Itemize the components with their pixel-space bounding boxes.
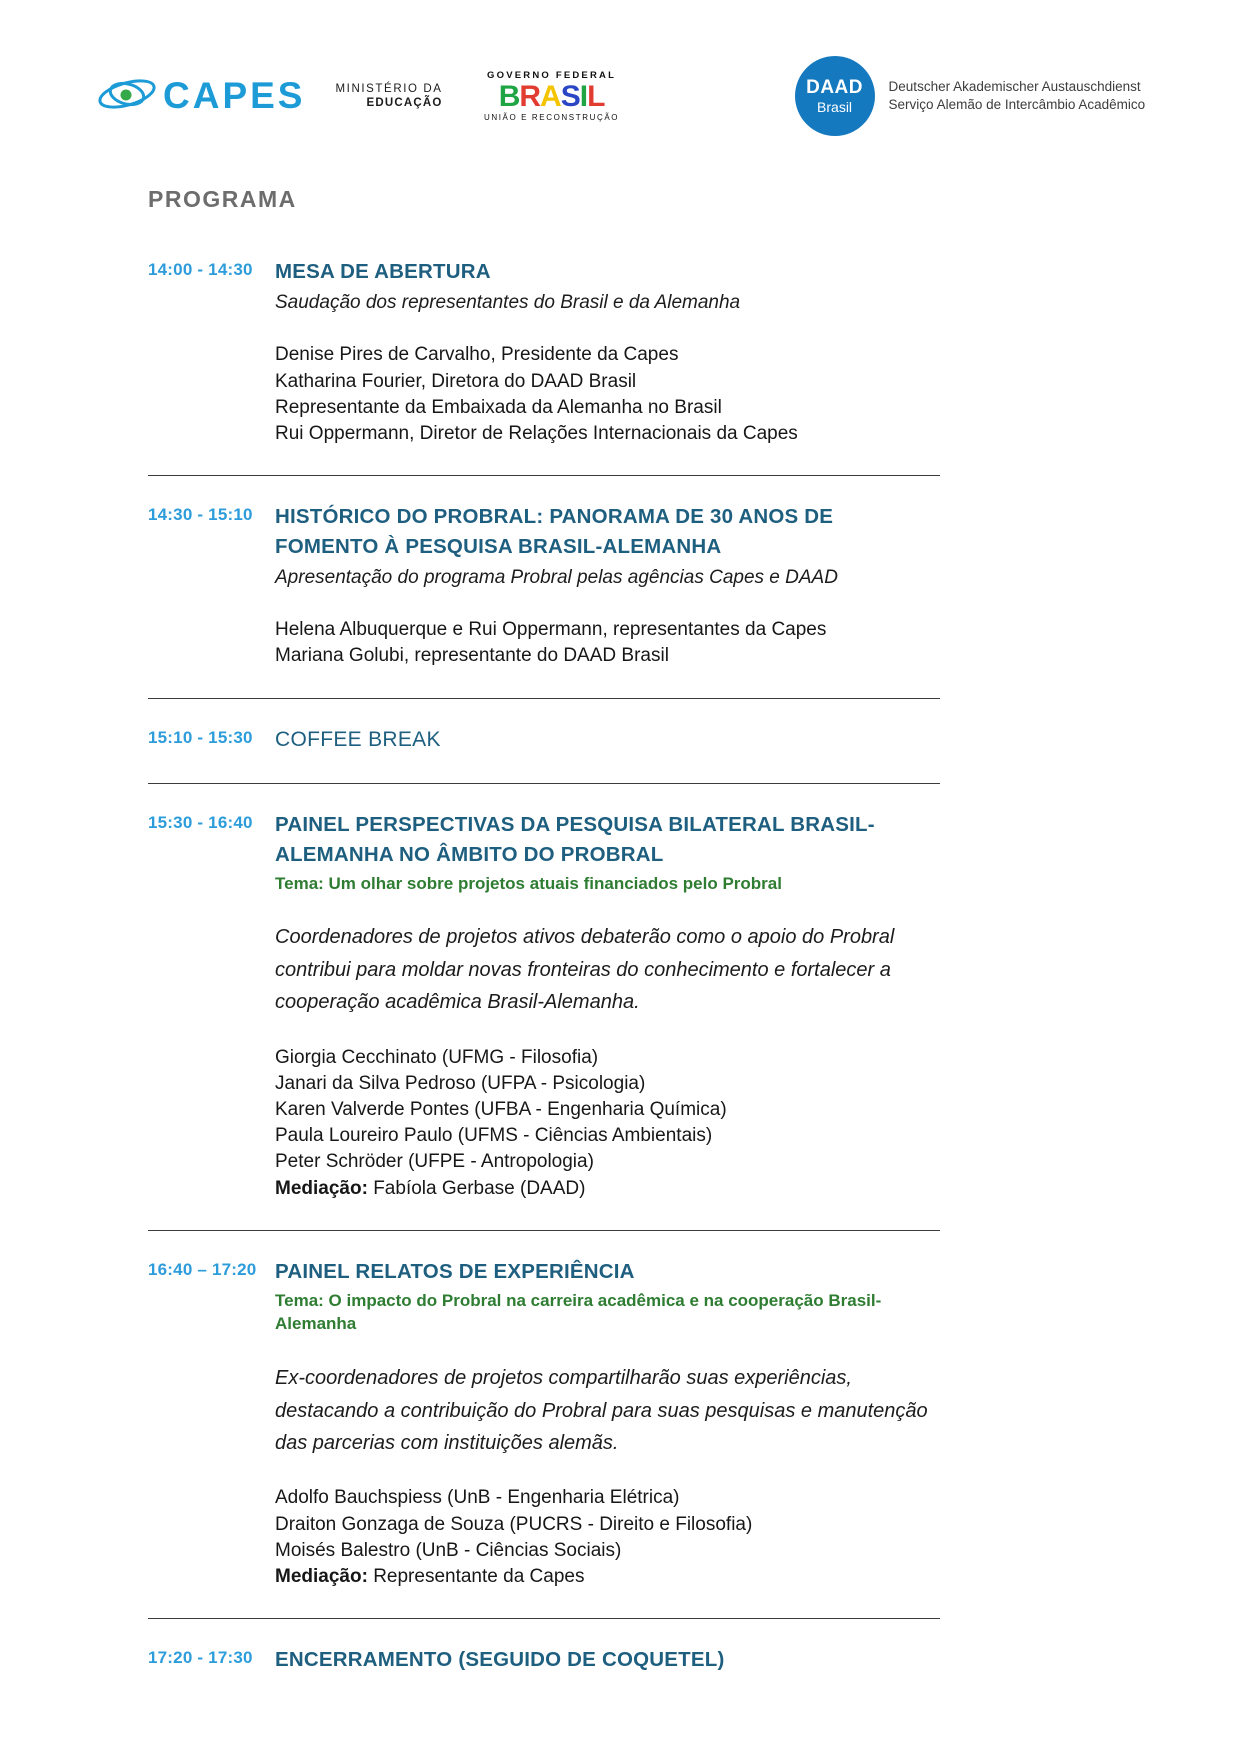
uniao-reconstrucao-label: UNIÃO E RECONSTRUÇÃO: [483, 113, 620, 122]
session-description: Ex-coordenadores de projetos compartilharão suas experiências, destacando a contribuição do Probral para suas pesquisas e manutenção das parcerias com instituições alemãs.: [275, 1367, 928, 1454]
participant: Adolfo Bauchspiess (UnB - Engenharia Elétrica): [275, 1487, 680, 1509]
governo-federal-label: GOVERNO FEDERAL: [487, 70, 617, 81]
session-encerramento: [148, 1619, 940, 1703]
session-list: [148, 231, 940, 1703]
participant: Giorgia Cecchinato (UFMG - Filosofia): [275, 1046, 599, 1068]
participant: Rui Oppermann, Diretor de Relações Internacionais da Capes: [275, 422, 798, 444]
session-coffee-break: [148, 699, 940, 783]
header-logo-row: [95, 0, 1241, 140]
mediation-value: Fabíola Gerbase (DAAD): [373, 1177, 586, 1199]
session-time: 14:00 - 14:30: [148, 260, 253, 279]
daad-circle-line1: DAAD: [806, 77, 863, 99]
session-time: 16:40 – 17:20: [148, 1259, 257, 1279]
session-title: ENCERRAMENTO (SEGUIDO DE COQUETEL): [275, 1648, 725, 1672]
participant: Paula Loureiro Paulo (UFMS - Ciências Ambientais): [275, 1125, 713, 1147]
brasil-letter: I: [579, 80, 588, 113]
mediation-line: [275, 1564, 940, 1590]
session-historico-probral: [148, 476, 940, 697]
brasil-letter: S: [560, 80, 580, 113]
capes-logo: [95, 70, 305, 123]
participant-list: [275, 342, 940, 447]
session-time: 15:30 - 16:40: [148, 813, 253, 833]
session-painel-relatos: [148, 1231, 940, 1618]
ministerio-line2: EDUCAÇÃO: [366, 97, 443, 109]
session-theme: Tema: O impacto do Probral na carreira acadêmica e na cooperação Brasil-Alemanha: [275, 1290, 882, 1334]
mediation-label: Mediação:: [275, 1565, 368, 1587]
participant: Denise Pires de Carvalho, Presidente da Capes: [275, 344, 679, 366]
session-title: PAINEL RELATOS DE EXPERIÊNCIA: [275, 1259, 635, 1283]
session-painel-perspectivas: [148, 784, 940, 1230]
session-time: 17:20 - 17:30: [148, 1648, 253, 1668]
daad-logo: [795, 56, 1146, 136]
session-title: HISTÓRICO DO PROBRAL: PANORAMA DE 30 ANOS DE FOMENTO À PESQUISA BRASIL-ALEMANHA: [275, 505, 834, 558]
mediation-label: Mediação:: [275, 1177, 368, 1199]
session-title: PAINEL PERSPECTIVAS DA PESQUISA BILATERAL BRASIL-ALEMANHA NO ÂMBITO DO PROBRAL: [275, 813, 875, 866]
session-mesa-de-abertura: [148, 231, 940, 475]
participant-list: [275, 1485, 940, 1590]
daad-circle-line2: Brasil: [817, 98, 853, 115]
ministerio-educacao-logo: [335, 82, 442, 111]
capes-orbit-icon: [95, 70, 159, 123]
ministerio-line1: MINISTÉRIO DA: [335, 82, 443, 95]
mediation-value: Representante da Capes: [373, 1565, 585, 1587]
page-title: PROGRAMA: [148, 186, 297, 212]
mediation-line: [275, 1176, 940, 1202]
governo-federal-logo: [477, 70, 627, 122]
participant: Helena Albuquerque e Rui Oppermann, representantes da Capes: [275, 619, 827, 641]
session-title: COFFEE BREAK: [275, 727, 441, 751]
participant: Karen Valverde Pontes (UFBA - Engenharia Química): [275, 1098, 727, 1120]
session-theme: Tema: Um olhar sobre projetos atuais financiados pelo Probral: [275, 873, 782, 893]
session-subtitle: Apresentação do programa Probral pelas agências Capes e DAAD: [275, 566, 838, 588]
brasil-letter: R: [519, 80, 541, 113]
participant: Draiton Gonzaga de Souza (PUCRS - Direito e Filosofia): [275, 1513, 753, 1535]
brasil-letter: A: [540, 80, 561, 113]
participant: Katharina Fourier, Diretora do DAAD Brasil: [275, 370, 637, 392]
capes-wordmark: CAPES: [163, 75, 306, 116]
participant: Peter Schröder (UFPE - Antropologia): [275, 1151, 594, 1173]
daad-subtitle-line2: Serviço Alemão de Intercâmbio Acadêmico: [888, 97, 1146, 112]
session-subtitle: Saudação dos representantes do Brasil e da Alemanha: [275, 291, 741, 313]
participant: Mariana Golubi, representante do DAAD Brasil: [275, 645, 669, 667]
daad-circle-icon: [795, 56, 875, 136]
participant: Representante da Embaixada da Alemanha no Brasil: [275, 396, 722, 418]
brasil-letter: B: [498, 80, 520, 113]
session-title: MESA DE ABERTURA: [275, 260, 491, 283]
brasil-wordmark: [477, 82, 627, 112]
daad-subtitle-line1: Deutscher Akademischer Austauschdienst: [888, 78, 1141, 94]
brasil-letter: L: [587, 80, 605, 113]
program-content: [148, 186, 940, 1703]
daad-subtitle: [889, 78, 1146, 114]
session-time: 15:10 - 15:30: [148, 727, 253, 747]
participant: Janari da Silva Pedroso (UFPA - Psicologia): [275, 1072, 646, 1094]
participant: Moisés Balestro (UnB - Ciências Sociais): [275, 1539, 622, 1561]
participant-list: [275, 617, 940, 669]
session-description: Coordenadores de projetos ativos debaterão como o apoio do Probral contribui para moldar novas fronteiras do conhecimento e fortalecer a cooperação acadêmica Brasil-Alemanha.: [275, 926, 895, 1014]
session-time: 14:30 - 15:10: [148, 505, 253, 525]
participant-list: [275, 1045, 940, 1202]
